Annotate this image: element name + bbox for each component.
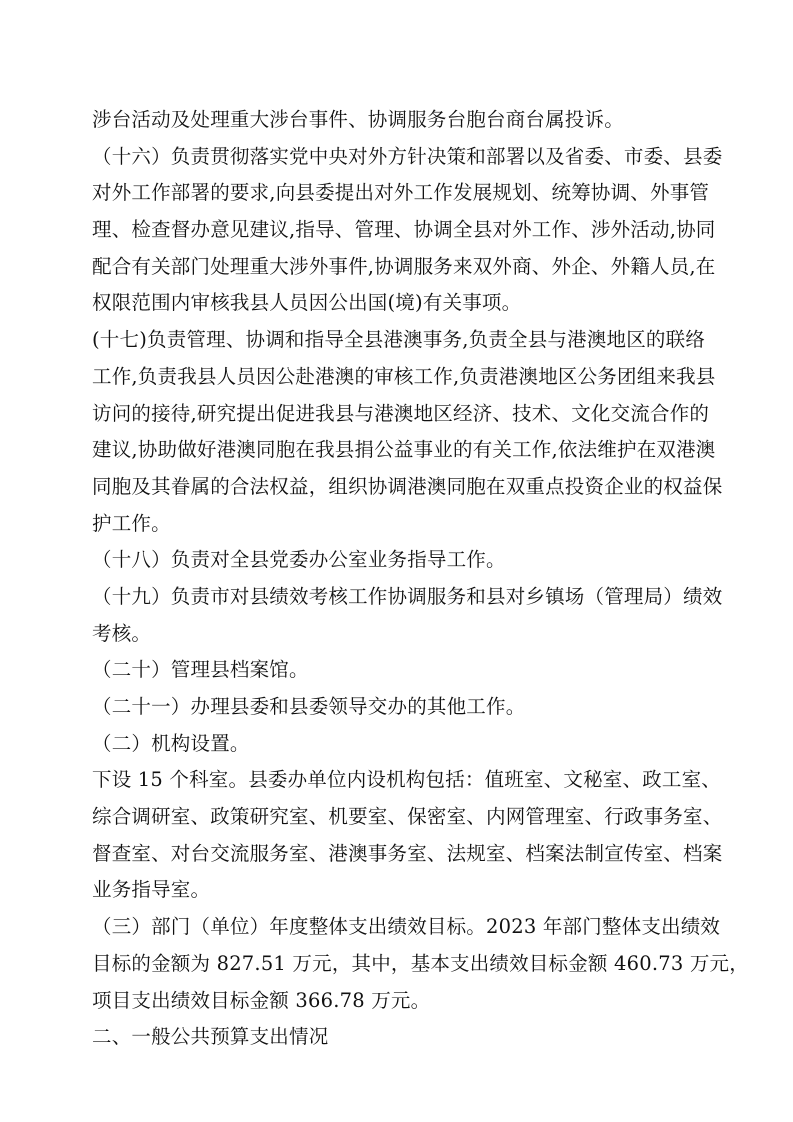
- text-line: 理、检查督办意见建议,指导、管理、协调全县对外工作、涉外活动,协同: [92, 218, 716, 242]
- text-line: 工作,负责我县人员因公赴港澳的审核工作,负责港澳地区公务团组来我县: [92, 364, 716, 388]
- text-line: 督查室、对台交流服务室、港澳事务室、法规室、档案法制宣传室、档案: [92, 841, 723, 865]
- text-line: 项目支出绩效目标金额 366.78 万元。: [92, 988, 431, 1012]
- text-line: 综合调研室、政策研究室、机要室、保密室、内网管理室、行政事务室、: [92, 805, 723, 829]
- text-line: (十七)负责管理、协调和指导全县港澳事务,负责全县与港澳地区的联络: [92, 328, 706, 352]
- text-line: 配合有关部门处理重大涉外事件,协调服务来双外商、外企、外籍人员,在: [92, 254, 716, 278]
- text-line: 建议,协助做好港澳同胞在我县捐公益事业的有关工作,依法维护在双港澳: [92, 438, 716, 462]
- text-line: 下设 15 个科室。县委办单位内设机构包括：值班室、文秘室、政工室、: [92, 768, 722, 792]
- text-line: 考核。: [92, 621, 152, 645]
- document-page: [92, 102, 749, 1056]
- text-line: （三）部门（单位）年度整体支出绩效目标。2023 年部门整体支出绩效: [92, 915, 721, 939]
- text-line: 访问的接待,研究提出促进我县与港澳地区经济、技术、文化交流合作的: [92, 401, 710, 425]
- section-heading: 二、一般公共预算支出情况: [92, 1025, 329, 1049]
- text-line: 对外工作部署的要求,向县委提出对外工作发展规划、统筹协调、外事管: [92, 181, 710, 205]
- text-line: 同胞及其眷属的合法权益，组织协调港澳同胞在双重点投资企业的权益保: [92, 474, 723, 498]
- text-line: 业务指导室。: [92, 878, 211, 902]
- text-line: （十六）负责贯彻落实党中央对外方针决策和部署以及省委、市委、县委: [92, 144, 723, 168]
- text-line: （二十一）办理县委和县委领导交办的其他工作。: [92, 695, 526, 718]
- text-line: （十八）负责对全县党委办公室业务指导工作。: [92, 548, 506, 572]
- text-line: （十九）负责市对县绩效考核工作协调服务和县对乡镇场（管理局）绩效: [92, 584, 723, 608]
- text-line: 权限范围内审核我县人员因公出国(境)有关事项。: [92, 291, 522, 315]
- text-line: 目标的金额为 827.51 万元，其中，基本支出绩效目标金额 460.73 万元，: [92, 951, 749, 975]
- text-line: 护工作。: [92, 511, 171, 535]
- text-line: 涉台活动及处理重大涉台事件、协调服务台胞台商台属投诉。: [92, 108, 624, 131]
- text-line: （二）机构设置。: [92, 731, 250, 755]
- text-line: （二十）管理县档案馆。: [92, 658, 309, 682]
